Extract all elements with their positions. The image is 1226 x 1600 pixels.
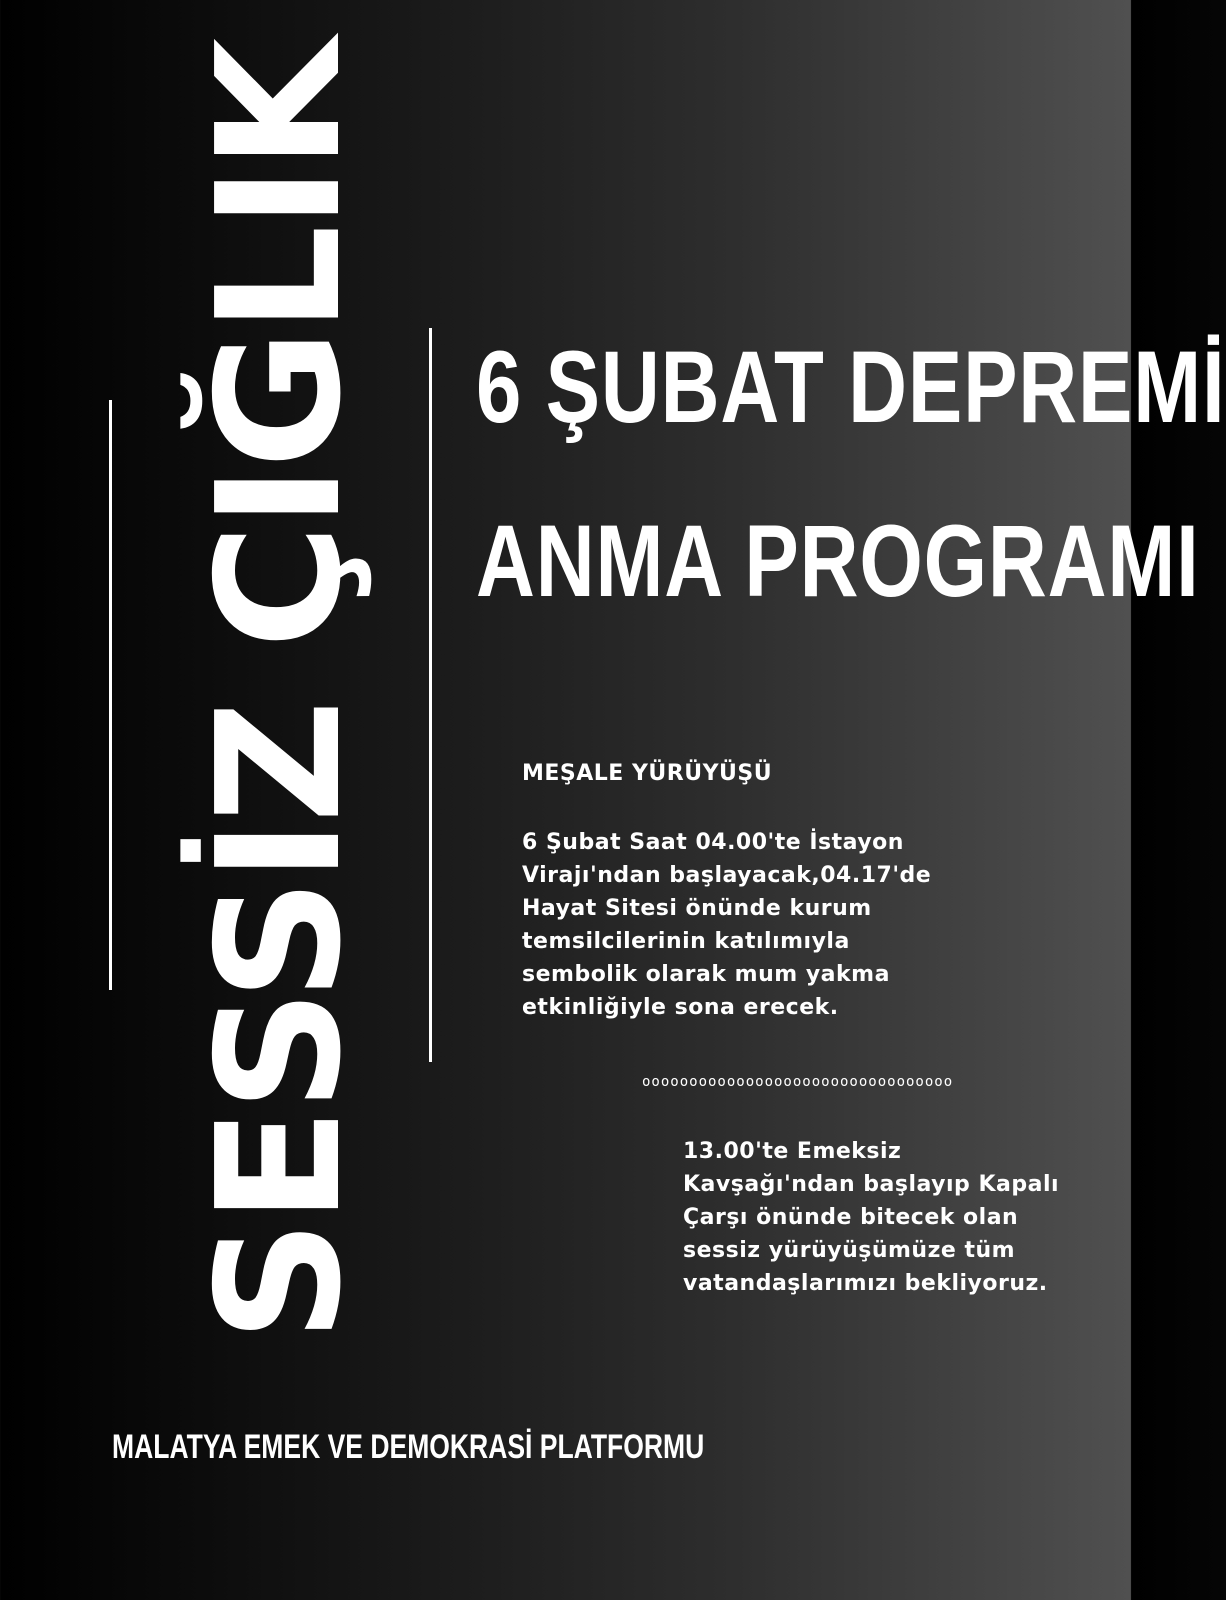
paragraph-line: Virajı'ndan başlayacak,04.17'de bbox=[522, 863, 932, 888]
paragraph-torch-march bbox=[522, 826, 1042, 1024]
paragraph-line: Çarşı önünde bitecek olan bbox=[683, 1205, 1019, 1230]
paragraph-line: etkinliğiyle sona erecek. bbox=[522, 995, 839, 1020]
section-title: MEŞALE YÜRÜYÜŞÜ bbox=[522, 761, 773, 786]
dotted-separator: ooooooooooooooooooooooooooooooooo bbox=[642, 1074, 954, 1090]
paragraph-line: Hayat Sitesi önünde kurum bbox=[522, 896, 872, 921]
paragraph-line: 13.00'te Emeksiz bbox=[683, 1139, 902, 1164]
headline-line-2: ANMA PROGRAMI bbox=[476, 504, 1200, 618]
paragraph-line: 6 Şubat Saat 04.00'te İstayon bbox=[522, 830, 904, 855]
vertical-divider-right bbox=[429, 328, 432, 1062]
paragraph-line: vatandaşlarımızı bekliyoruz. bbox=[683, 1271, 1048, 1296]
vertical-divider-left bbox=[109, 400, 112, 990]
vertical-title: SESSİZ ÇIĞLIK bbox=[181, 41, 379, 1343]
paragraph-line: Kavşağı'ndan başlayıp Kapalı bbox=[683, 1172, 1060, 1197]
paragraph-line: sessiz yürüyüşümüze tüm bbox=[683, 1238, 1016, 1263]
paragraph-silent-march bbox=[683, 1135, 1128, 1300]
headline-line-1: 6 ŞUBAT DEPREMİ bbox=[476, 330, 1226, 444]
organizer-footer: MALATYA EMEK VE DEMOKRASİ PLATFORMU bbox=[112, 1428, 705, 1466]
paragraph-line: temsilcilerinin katılımıyla bbox=[522, 929, 850, 954]
paragraph-line: sembolik olarak mum yakma bbox=[522, 962, 890, 987]
